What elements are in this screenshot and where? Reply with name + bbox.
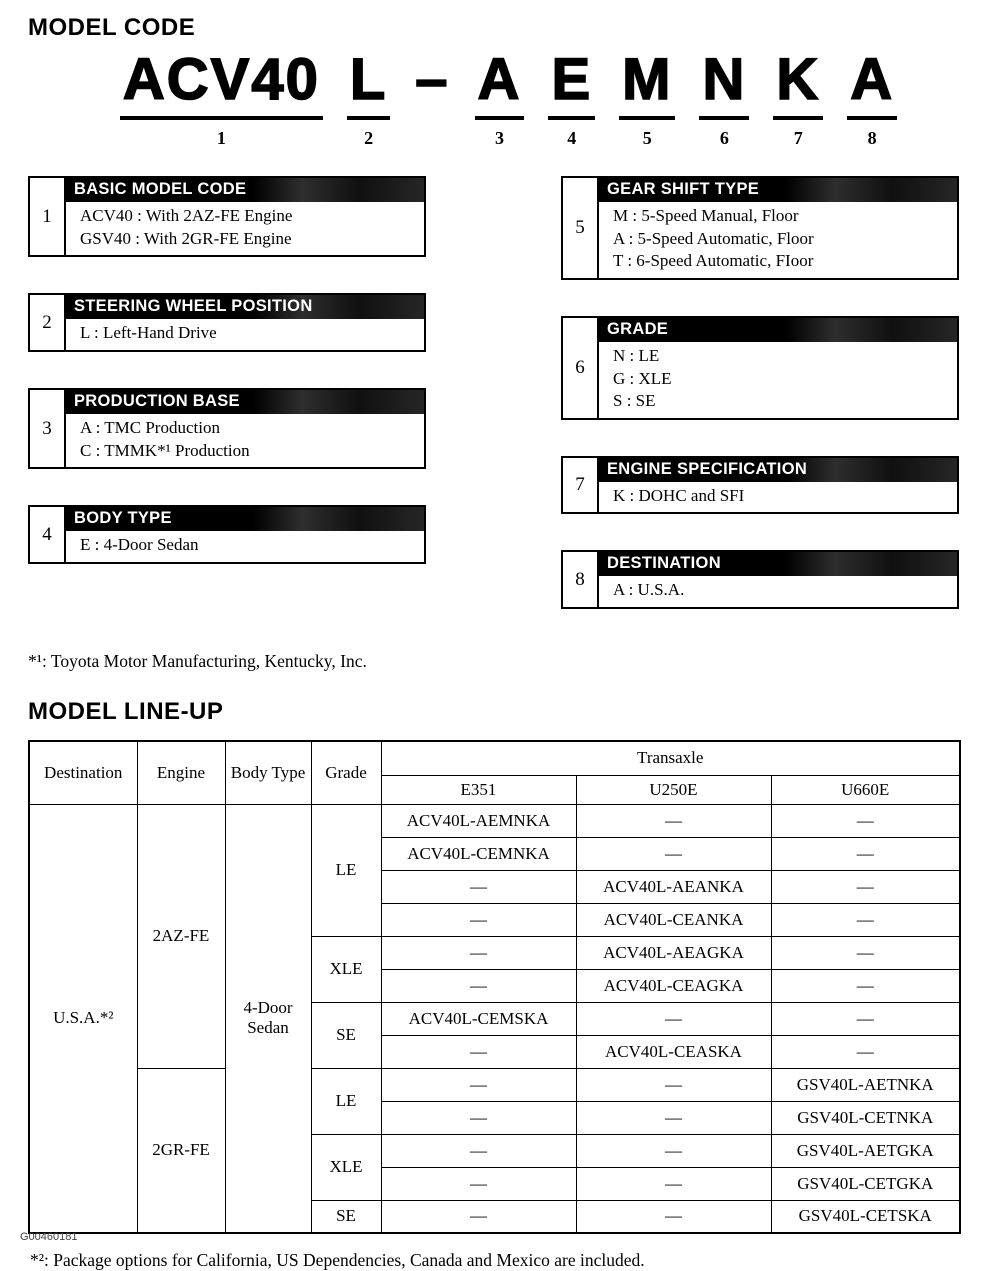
empty-cell: — [576,1200,771,1233]
grade-cell: XLE [311,1134,381,1200]
box-line: K : DOHC and SFI [613,485,745,505]
box-main [599,552,957,607]
box-title: GEAR SHIFT TYPE [599,178,957,202]
segment-text: E [548,50,595,120]
empty-cell: — [771,870,960,903]
col-header-engine: Engine [137,741,225,804]
model-code-cell: ACV40L-AEANKA [576,870,771,903]
box-number: 5 [563,178,599,278]
box-line: T : 6-Speed Automatic, FIoor [613,251,814,271]
model-code-segment [773,47,823,150]
box-line: C : TMMK*¹ Production [80,440,250,460]
box-title: GRADE [599,318,957,342]
box-number: 3 [30,390,66,467]
empty-cell: — [381,1134,576,1167]
grade-cell: XLE [311,936,381,1002]
body-type-cell: 4-Door Sedan [225,804,311,1233]
box-line: A : U.S.A. [613,580,685,600]
empty-cell: — [576,1002,771,1035]
model-code-cell: ACV40L-CEMSKA [381,1002,576,1035]
lineup-title: MODEL LINE-UP [28,698,224,726]
code-boxes-right [561,176,959,645]
grade-cell: LE [311,1068,381,1134]
footnote-package-options: *²: Package options for California, US Dependencies, Canada and Mexico are included. [30,1250,645,1271]
empty-cell: — [771,903,960,936]
page-title: MODEL CODE [28,14,196,41]
col-header-grade: Grade [311,741,381,804]
lineup-row [29,1068,960,1101]
segment-text: A [847,50,897,120]
empty-cell: — [771,1002,960,1035]
box-line: G : XLE [613,368,672,388]
model-code-cell: GSV40L-CETSKA [771,1200,960,1233]
model-code-cell: ACV40L-AEAGKA [576,936,771,969]
col-header-destination: Destination [29,741,137,804]
box-line: A : 5-Speed Automatic, Floor [613,228,814,248]
box-line: GSV40 : With 2GR-FE Engine [80,228,292,248]
model-code-segment [548,47,595,150]
code-box-8 [561,550,959,609]
empty-cell: — [771,969,960,1002]
box-line: L : Left-Hand Drive [80,323,217,343]
box-main [599,178,957,278]
segment-text: N [699,50,749,120]
segment-number: 2 [364,128,374,149]
footnote-tmmk: *¹: Toyota Motor Manufacturing, Kentucky, Inc. [28,651,367,672]
col-header-u660e: U660E [771,775,960,804]
segment-number: 8 [867,128,877,149]
model-code-cell: GSV40L-CETGKA [771,1167,960,1200]
destination-cell: U.S.A.*² [29,804,137,1233]
model-code-segment [847,47,897,150]
box-number: 4 [30,507,66,562]
col-header-body-type: Body Type [225,741,311,804]
box-line: M : 5-Speed Manual, Floor [613,206,799,226]
empty-cell: — [381,870,576,903]
model-code-cell: ACV40L-CEASKA [576,1035,771,1068]
box-line: N : LE [613,345,660,365]
model-code-cell: GSV40L-AETNKA [771,1068,960,1101]
model-code-segment [347,47,390,150]
model-code-segment [475,47,525,150]
model-code-cell: GSV40L-AETGKA [771,1134,960,1167]
col-header-transaxle: Transaxle [381,741,960,775]
box-line: S : SE [613,391,656,411]
empty-cell: — [576,1068,771,1101]
box-number: 8 [563,552,599,607]
box-title: STEERING WHEEL POSITION [66,295,424,319]
box-main [599,458,957,513]
model-code-cell: ACV40L-CEMNKA [381,837,576,870]
model-code-segment [412,47,452,146]
code-box-4 [28,505,426,564]
model-code-cell: ACV40L-CEAGKA [576,969,771,1002]
grade-cell: SE [311,1200,381,1233]
empty-cell: — [576,837,771,870]
box-lines [66,414,424,467]
box-line: ACV40 : With 2AZ-FE Engine [80,206,293,226]
box-line: E : 4-Door Sedan [80,535,199,555]
lineup-table-body [29,804,960,1233]
segment-number: 6 [719,128,729,149]
lineup-row [29,804,960,837]
model-lineup-table [28,740,961,1234]
box-title: PRODUCTION BASE [66,390,424,414]
table-header-row-1 [29,741,960,775]
box-lines [66,202,424,255]
segment-text: L [347,50,390,120]
model-code-cell: ACV40L-CEANKA [576,903,771,936]
box-main [66,295,424,350]
empty-cell: — [771,936,960,969]
col-header-e351: E351 [381,775,576,804]
box-title: BASIC MODEL CODE [66,178,424,202]
box-line: A : TMC Production [80,417,220,437]
model-code-segment [120,47,323,150]
empty-cell: — [771,804,960,837]
engine-cell: 2AZ-FE [137,804,225,1068]
model-code [88,47,929,150]
code-legend-boxes [28,176,959,645]
segment-text: M [619,50,675,120]
box-title: ENGINE SPECIFICATION [599,458,957,482]
empty-cell: — [771,837,960,870]
empty-cell: — [381,1035,576,1068]
segment-number: 3 [494,128,504,149]
code-box-7 [561,456,959,515]
engine-cell: 2GR-FE [137,1068,225,1233]
empty-cell: — [576,1167,771,1200]
box-title: BODY TYPE [66,507,424,531]
box-lines [66,319,424,350]
empty-cell: — [381,1068,576,1101]
segment-text: ACV40 [120,50,323,120]
segment-text: K [773,50,823,120]
box-lines [599,342,957,418]
code-box-6 [561,316,959,420]
empty-cell: — [381,1167,576,1200]
box-lines [66,531,424,562]
empty-cell: — [576,1134,771,1167]
box-main [599,318,957,418]
empty-cell: — [381,1200,576,1233]
segment-number: 5 [642,128,652,149]
code-box-1 [28,176,426,257]
box-main [66,178,424,255]
code-boxes-left [28,176,426,645]
segment-number: 4 [567,128,577,149]
box-main [66,507,424,562]
segment-number: 7 [793,128,803,149]
empty-cell: — [381,1101,576,1134]
empty-cell: — [381,903,576,936]
box-lines [599,202,957,278]
box-title: DESTINATION [599,552,957,576]
segment-number: 1 [216,128,226,149]
code-box-2 [28,293,426,352]
empty-cell: — [381,969,576,1002]
grade-cell: SE [311,1002,381,1068]
box-number: 2 [30,295,66,350]
empty-cell: — [771,1035,960,1068]
model-code-segment [699,47,749,150]
col-header-u250e: U250E [576,775,771,804]
code-box-5 [561,176,959,280]
box-number: 1 [30,178,66,255]
box-number: 7 [563,458,599,513]
grade-cell: LE [311,804,381,936]
box-number: 6 [563,318,599,418]
empty-cell: — [381,936,576,969]
model-code-cell: GSV40L-CETNKA [771,1101,960,1134]
empty-cell: — [576,1101,771,1134]
model-code-segment [619,47,675,150]
box-lines [599,482,957,513]
model-code-cell: ACV40L-AEMNKA [381,804,576,837]
dash-separator: – [415,47,450,112]
document-number: G00460181 [20,1231,78,1243]
code-box-3 [28,388,426,469]
box-main [66,390,424,467]
empty-cell: — [576,804,771,837]
box-lines [599,576,957,607]
segment-text: A [475,50,525,120]
